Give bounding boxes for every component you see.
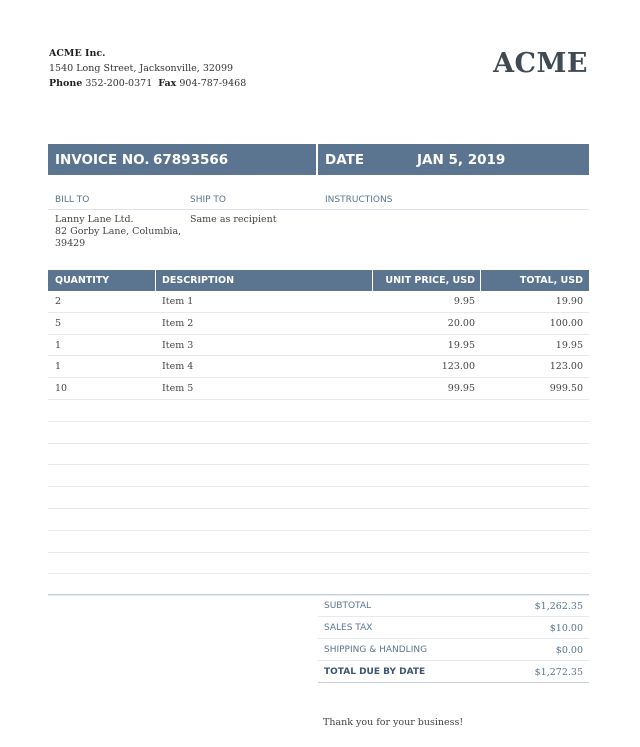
row-unit-price: 20.00 (447, 317, 475, 329)
date-label: DATE (325, 152, 365, 168)
table-row (48, 378, 589, 400)
row-quantity: 10 (55, 383, 68, 395)
ship-to-label: SHIP TO (190, 195, 227, 205)
table-row (48, 291, 589, 313)
table-row (48, 356, 589, 378)
total-due-row (318, 661, 589, 683)
table-row (48, 422, 589, 444)
table-row (48, 400, 589, 422)
table-row (48, 553, 589, 575)
row-total: 123.00 (549, 361, 583, 373)
invoice-bar-divider (316, 144, 318, 175)
sales-tax-value: $10.00 (549, 623, 583, 634)
bill-to-line: 82 Gorby Lane, Columbia, (55, 226, 182, 237)
subtotal-value: $1,262.35 (534, 601, 583, 612)
row-total: 19.95 (555, 339, 583, 351)
items-table-header (48, 270, 589, 291)
col-unit-price: UNIT PRICE, USD (385, 275, 475, 286)
sales-tax-label: SALES TAX (324, 623, 373, 633)
items-table-body (48, 291, 589, 596)
col-total: TOTAL, USD (519, 275, 583, 286)
thank-you-note: Thank you for your business! (323, 717, 464, 728)
company-logo: ACME (493, 48, 588, 79)
row-description: Item 2 (162, 317, 194, 329)
subtotal-row (318, 595, 589, 617)
row-description: Item 1 (162, 296, 194, 307)
company-contact (49, 76, 246, 91)
phone-number: 352-200-0371 (85, 78, 153, 89)
sales-tax-row (318, 617, 589, 639)
table-row (48, 335, 589, 357)
ship-to-value: Same as recipient (190, 214, 277, 225)
shipping-row (318, 639, 589, 661)
col-separator (372, 270, 373, 291)
col-separator (480, 270, 481, 291)
table-row (48, 444, 589, 466)
row-quantity: 2 (55, 296, 62, 307)
fax-label: Fax (158, 78, 177, 89)
row-description: Item 3 (162, 339, 194, 351)
row-quantity: 1 (55, 361, 62, 373)
row-description: Item 5 (162, 383, 194, 395)
shipping-value: $0.00 (555, 645, 583, 656)
instructions-label: INSTRUCTIONS (325, 195, 393, 205)
fax-number: 904-787-9468 (179, 78, 247, 89)
row-unit-price: 9.95 (453, 296, 475, 307)
table-row (48, 313, 589, 335)
row-quantity: 1 (55, 339, 62, 351)
row-total: 999.50 (549, 383, 583, 395)
row-unit-price: 19.95 (447, 339, 475, 351)
phone-label: Phone (49, 78, 83, 89)
company-address: 1540 Long Street, Jacksonville, 32099 (49, 63, 234, 74)
row-unit-price: 123.00 (441, 361, 475, 373)
total-due-label: TOTAL DUE BY DATE (324, 667, 426, 677)
shipping-label: SHIPPING & HANDLING (324, 645, 428, 655)
table-row (48, 465, 589, 487)
table-row (48, 574, 589, 596)
parties-divider (48, 209, 589, 210)
bill-to-line: Lanny Lane Ltd. (55, 214, 134, 225)
row-unit-price: 99.95 (447, 383, 475, 395)
company-name: ACME Inc. (49, 48, 106, 59)
row-total: 100.00 (549, 317, 583, 329)
col-description: DESCRIPTION (162, 275, 235, 286)
invoice-header-bar (48, 144, 589, 175)
col-separator (155, 270, 156, 291)
row-quantity: 5 (55, 317, 62, 329)
bill-to-label: BILL TO (55, 195, 90, 205)
col-quantity: QUANTITY (55, 275, 110, 286)
invoice-date: JAN 5, 2019 (417, 152, 506, 168)
table-row (48, 509, 589, 531)
invoice-number-label: INVOICE NO. (55, 152, 150, 168)
subtotal-label: SUBTOTAL (324, 601, 372, 611)
bill-to-line: 39429 (55, 238, 86, 249)
table-row (48, 531, 589, 553)
company-info (49, 46, 246, 91)
total-due-value: $1,272.35 (534, 667, 583, 678)
invoice-number: 67893566 (153, 152, 229, 168)
table-row (48, 487, 589, 509)
row-total: 19.90 (555, 296, 583, 307)
totals-block (318, 595, 589, 683)
bill-to-address (55, 214, 181, 250)
row-description: Item 4 (162, 361, 194, 373)
